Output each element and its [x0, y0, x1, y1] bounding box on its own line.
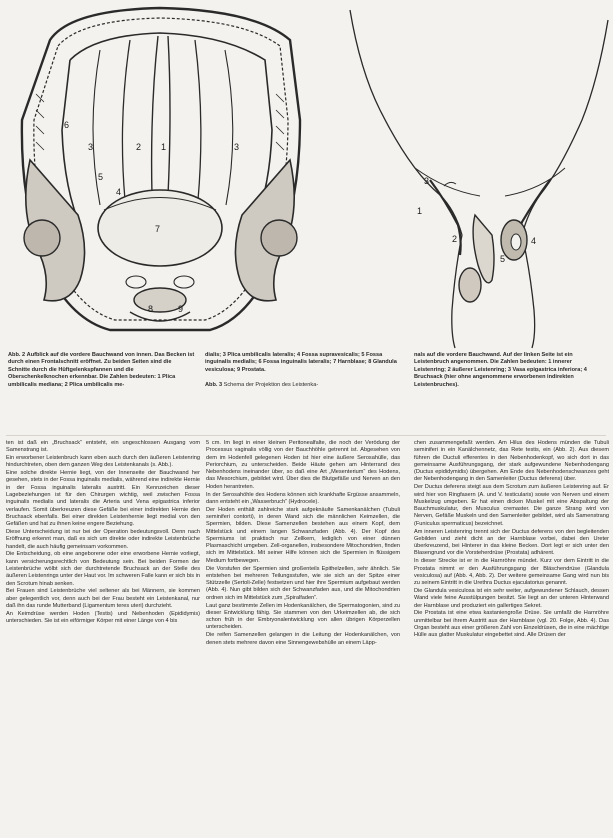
divider — [6, 435, 606, 436]
paragraph: Der Hoden enthält zahlreiche stark aufgeknäulte Samenkanälchen (Tubuli seminiferi contorti), in deren Wand sich die männlichen Keimzellen, die Spermien, bilden. Diese Samenzellen bestehen aus einem Kopf, dem Mittelstück und einem langen Schwanzfaden (Abb. 4). Der Kopf des Spermiums ist praktisch nur Zellkern, lediglich von einer dünnen Plasmaschicht umgeben. Zell-organellen, insbesondere Mitochondrien, finden sich im Mittelstück. Mit seiner Hilfe können sich die Spermien in flüssigem Medium fortbewegen. — [206, 506, 400, 564]
paragraph: Die Vorstufen der Spermien sind großenteils Epithelzellen, sehr ähnlich. Sie entstehen bei mehreren Teilungsstufen, wie sie sich an der Spitze einer Stützzelle (Sertoli-Zelle) festsetzen und hier ihre Spermium aufgebaut werden (Abb. 4). Nun gibt bilden sich der Schwanzfaden aus, und die Mitochondrien ordnen sich im Mittelstück zum „Spiralfaden“. — [206, 565, 400, 601]
paragraph: Diese Unterscheidung ist nur bei der Operation bedeutungsvoll. Denn nach Eröffnung erkennt man, daß es sich um direkte oder indirekte Leistenbrüche handelt, die auch häufig gemeinsam vorkommen. — [6, 529, 200, 550]
fig1-label: 5 — [98, 172, 104, 182]
paragraph: Die Prostata ist eine etwa kastaniengroße Drüse. Sie umfaßt die Harnröhre unmittelbar bei ihrem Austritt aus der Harnblase (vgl. 20. Folge, Abb. 4). Das Organ besteht aus einer größeren Zahl von Einzeldrüsen, die in eine mächtige Hülle aus glatter Muskulatur eingebettet sind. Alle Drüsen der — [414, 610, 609, 639]
body-outline-figure — [350, 10, 608, 348]
paragraph: In dieser Strecke ist er in die Harnröhre mündet. Kurz vor dem Eintritt in die Prostata nimmt er den Ausführungsgang der Bläschendrüse (Glandula vesiculosa) auf (Abb. 4, Abb. 2). Der weitere gemeinsame Gang wird nun bis zu seinem Eintritt in die Urethra Ductus ejaculatorius genannt. — [414, 558, 609, 587]
fig1-label: 3 — [88, 142, 94, 152]
paragraph: 5 cm. Im liegt in einer kleinen Peritonealfalte, die noch der Verödung der Processus vaginalis völlig von der Bauchhöhle getrennt ist. Abgesehen von dem im Hodenfell gelegenen Hoden ist hier eine äußere Serosahülle, das Periorchium, zu unterscheiden. Beide Häute gehen am Hinterrand des Nebenhodens ineinander über, so daß eine Art „Mesenterium“ des Hodens, das Mesorchium, gebildet wird. Über dies die Blutgefäße und Nerven an den Hoden herantreten. — [206, 440, 400, 490]
caption-text: dialis; 3 Plica umbilicalis lateralis; 4 Fossa supravesicalis; 5 Fossa inguinalis medialis; 6 Fossa inguinalis lateralis; 7 Harnblase; 8 Glandula vesiculosa; 9 Prostata. — [205, 352, 397, 373]
caption-lead: Abb. 2 — [8, 352, 26, 358]
figure-caption-3 — [414, 352, 604, 389]
caption-text: nals auf die vordere Bauchwand. Auf der linken Seite ist ein Leistenbruch angenommen. Die Zahlen bedeuten: 1 innerer Leistenring; 2 äußerer Leistenring; 3 Vasa epigastrica inferiora; 4 Bruchsack (hier ohne angenommene erworbenen indirekten Leistenbruches). — [414, 352, 587, 388]
fig1-label: 2 — [136, 142, 142, 152]
paragraph: Die reifen Samenzellen gelangen in die Leitung der Hodenkanälchen, von denen stets mehrere davon eine Sinnengewebshülle an einem Läpp- — [206, 632, 400, 646]
text-column-2 — [206, 440, 400, 836]
fig2-label: 5 — [500, 254, 506, 264]
paragraph: Laut ganz bestimmte Zellen im Hodenkanälchen, die Spermatogonien, sind zu dieser Entwicklung fähig. Sie stammen von den Urkeimzellen ab, die sich schon früh in der Embryonalentwicklung von allen übrigen Körperzellen unterscheiden. — [206, 602, 400, 631]
caption-title: Aufblick auf die vordere Bauchwand von innen. — [26, 352, 153, 358]
fig2-label: 2 — [452, 234, 458, 244]
paragraph: ten ist daß ein „Bruchsack“ entsteht, ein ungeschlossen Ausgang vom Samenstrang ist. — [6, 440, 200, 454]
paragraph: In der Serosahöhle des Hodens können sich krankhafte Ergüsse ansammeln, dann entsteht ein „Wasserbruch“ (Hydrocele). — [206, 491, 400, 505]
paragraph: Die Entscheidung, ob eine angeborene oder eine erworbene Hernie vorliegt, kann versicherungsrechtlich von Bedeutung sein. Bei beiden Formen der Leistenbrüche wölbt sich der durchtretende Bruchsack an der Stelle des äußeren Leistenrings unter der Haut vor. Im schweren Falle kann er sich bis in den Scrotum hinab senken. — [6, 551, 200, 587]
fig1-label: 8 — [148, 304, 154, 314]
paragraph: Ein erworbener Leistenbruch kann eben auch durch den äußeren Leistenring hindurchtreten, oben dem ganzen Weg des Leistenkanals (s. Abb.). — [6, 455, 200, 469]
text-column-1 — [6, 440, 200, 836]
caption-text: Schema der Projektion des Leistenka- — [223, 381, 319, 388]
pelvis-figure — [22, 8, 300, 330]
fig2-label: 3 — [424, 176, 430, 186]
paragraph: An Keimdrüse werden Hoden (Testis) und Nebenhoden (Epididymis) unterschieden. Sie ist ein eiförmiger Körper mit einer Länge von 4 bis — [6, 610, 200, 625]
fig1-label: 3 — [234, 142, 240, 152]
paragraph: Eine solche direkte Hernie liegt, von der Innenseite der Bauchwand her gesehen, stets in der Fossa inguinalis medialis, während eine indirekte Hernie in der Fossa inguinalis lateralis austritt. Ein Kennzeichen dieser Lagebeziehungen ist für den Chirurgen wichtig, weil zwischen Fossa inguinalis medialis und lateralis die Arteria und Vena epigastrica inferior verlaufen. Somit überkreuzen diese Gefäße bei einer indirekten Hernie den Bruchsack ebenfalls. Bei einer direkten Leistenhernie liegt medial von den Gefäßen und hat zu ihnen keine engere Beziehung. — [6, 470, 200, 528]
figure-caption-2 — [8, 352, 195, 389]
caption-lead: Abb. 3 — [205, 381, 223, 388]
fig1-label: 7 — [155, 224, 161, 234]
paragraph: Die Glandula vesiculosa ist ein sehr weiter, aufgewundener Schlauch, dessen Wand viele feine Ausstülpungen besitzt. Sie liegt an der unteren Hinterwand der Harnblase und produziert ein gallertiges Sekret. — [414, 587, 609, 609]
paragraph: Der Ductus deferens steigt aus dem Scrotum zum äußeren Leistenring auf. Er wird hier von Ringfasern (A. und V. testicularis) sowie von Nerven und einem Muskelzug umgeben. Er hat einen dicken Muskel mit eine Abspaltung der Bauchmuskulatur, den Musculus cremaster. Die ganze Strang wird von Nerven, Gefäße Muskeln und den Samenleiter gebildet, wird als Samenstrang (Funiculus spermaticus) bezeichnet. — [414, 484, 609, 527]
text-column-3 — [414, 440, 609, 836]
paragraph: Bei Frauen sind Leistenbrüche viel seltener als bei Männern, sie kommen aber gelegentlich vor, denn auch bei der Frau besteht ein Leistenkanal, nur daß ihn das runde Mutterband (Ligamentum teres uteri) durchzieht. — [6, 588, 200, 610]
figure-area — [0, 0, 613, 350]
fig1-label: 4 — [116, 187, 122, 197]
fig1-label: 1 — [161, 142, 167, 152]
anatomy-illustrations — [0, 0, 613, 350]
figure-caption-2-cont — [205, 352, 405, 389]
caption-text: Das Becken ist durch einen Frontalschnitt eröffnet. Zu beiden Seiten sind die Schnitte durch die Hüftgelenkspfannen und die Oberschenkelknochen erkennbar. Die Zahlen bedeuten: 1 Plica umbilicalis mediana; 2 Plica umbilicalis me- — [8, 352, 195, 388]
fig2-label: 4 — [531, 236, 537, 246]
fig1-label: 9 — [178, 304, 184, 314]
paragraph: chen zusammengefaßt werden. Am Hilus des Hodens münden die Tubuli seminiferi in ein Kanälchennetz, das Rete testis, ein (Abb. 2). Aus diesem führen die Ductuli efferentes in den Nebenhodenkopf, wo sich dort in das gemeinsame Ausführungsgang, der stark aufgewundene Nebenhodengang (Ductus epididymidis) übergehen. Am Ende des Nebenhodenschwanzes geht der Nebenhodengang in den Samenleiter (Ductus deferens) über. — [414, 440, 609, 483]
fig1-label: 6 — [64, 120, 70, 130]
paragraph: Am inneren Leistenring trennt sich der Ductus deferens von den begleitenden Gebilden und zieht dicht an der Harnblase vorbei, dabei den Ureter überkreuzend, bei Hinterer in das kleine Becken. Dort legt er sich unter den Blasengrund vor die Vorsteherdrüse (Prostata) adhärent. — [414, 528, 609, 557]
fig2-label: 1 — [417, 206, 423, 216]
